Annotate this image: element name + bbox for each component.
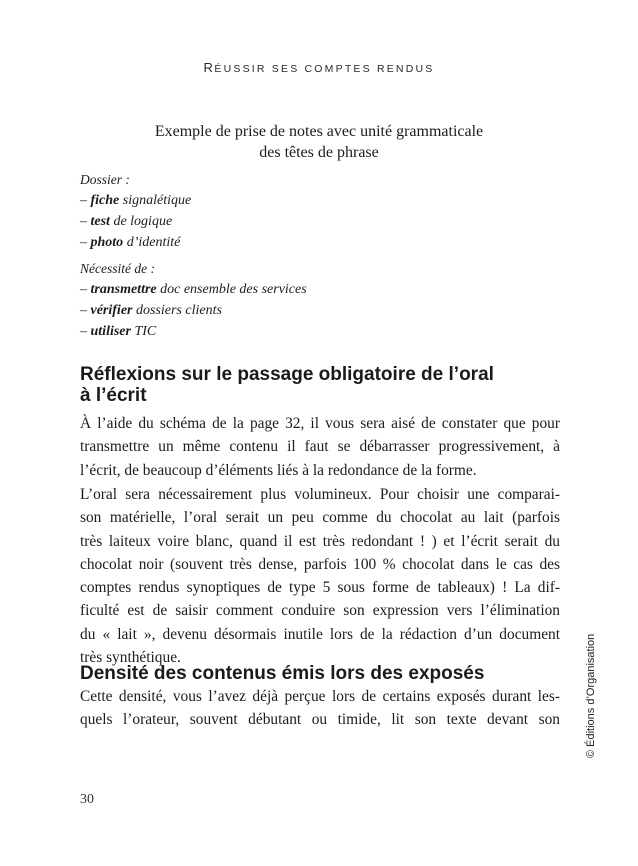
dash: – xyxy=(80,303,91,318)
dash: – xyxy=(80,214,91,229)
running-head-text: ÉUSSIR SES COMPTES RENDUS xyxy=(214,63,435,75)
dash: – xyxy=(80,324,91,339)
example-title xyxy=(80,121,558,163)
dash: – xyxy=(80,282,91,297)
notes-text: signalétique xyxy=(119,193,192,208)
notes-keyword: vérifier xyxy=(90,303,133,318)
notes-text: doc ensemble des services xyxy=(156,282,307,297)
text-line: très laiteux voire blanc, quand il est très redondant ! ) et l’écrit serait du xyxy=(80,532,560,550)
notes-item xyxy=(80,321,560,342)
paragraph-2 xyxy=(80,483,560,669)
running-head xyxy=(0,60,638,75)
notes-label: Nécessité de : xyxy=(80,261,155,276)
heading-line-2: à l’écrit xyxy=(80,385,147,406)
text-line: chocolat noir (souvent très dense, parfois 100 % chocolat dans le cas des xyxy=(80,555,560,573)
text-line: transmettre un même contenu il faut se débarrasser progressivement, à xyxy=(80,438,560,456)
text-line: Cette densité, vous l’avez déjà perçue lors de certains exposés durant les- xyxy=(80,688,560,705)
text-line: L’oral sera nécessairement plus volumineux. Pour choisir une comparai- xyxy=(80,486,560,503)
text-line: très synthétique. xyxy=(80,649,181,667)
paragraph-1 xyxy=(80,412,560,482)
notes-necessite xyxy=(80,258,560,342)
dash: – xyxy=(80,193,91,208)
notes-item xyxy=(80,190,560,211)
section-heading-densite: Densité des contenus émis lors des exposés xyxy=(80,663,485,684)
text-line: comptes rendus synoptiques de type 5 sous forme de tableaux) ! La dif- xyxy=(80,579,560,597)
running-head-initial: R xyxy=(203,60,215,75)
notes-keyword: fiche xyxy=(90,193,120,208)
notes-item xyxy=(80,232,560,253)
notes-item xyxy=(80,211,560,232)
notes-keyword: utiliser xyxy=(90,324,131,339)
text-line: À l’aide du schéma de la page 32, il vous sera aisé de constater que pour xyxy=(80,415,560,432)
text-line: du « lait », devenu désormais inutile lors de la rédaction d’un document xyxy=(80,625,560,643)
text-line: l’écrit, de beaucoup d’éléments liés à la redondance de la forme. xyxy=(80,461,477,479)
notes-item xyxy=(80,300,560,321)
notes-text: dossiers clients xyxy=(132,303,222,318)
notes-text: de logique xyxy=(109,214,173,229)
notes-dossier xyxy=(80,169,560,253)
text-line: quels l’orateur, souvent débutant ou timide, lit son texte devant son xyxy=(80,711,560,729)
section-heading-reflexions xyxy=(80,364,560,406)
dash: – xyxy=(80,235,91,250)
example-title-line-1: Exemple de prise de notes avec unité grammaticale xyxy=(154,123,484,140)
copyright-notice: © Éditions d’Organisation xyxy=(585,633,597,758)
example-title-line-2: des têtes de phrase xyxy=(259,144,379,161)
heading-line-1: Réflexions sur le passage obligatoire de l’oral xyxy=(80,364,494,385)
notes-label: Dossier : xyxy=(80,172,130,187)
paragraph-3 xyxy=(80,685,560,732)
notes-keyword: transmettre xyxy=(90,282,157,297)
notes-item xyxy=(80,279,560,300)
text-line: ficulté est de saisir comment conduire son expression vers l’élimination xyxy=(80,602,560,620)
page-number: 30 xyxy=(80,792,94,807)
notes-text: TIC xyxy=(130,324,157,339)
notes-keyword: test xyxy=(90,214,110,229)
text-line: son matérielle, l’oral serait un peu comme du chocolat au lait (parfois xyxy=(80,509,560,527)
notes-text: d’identité xyxy=(123,235,181,250)
notes-keyword: photo xyxy=(90,235,124,250)
